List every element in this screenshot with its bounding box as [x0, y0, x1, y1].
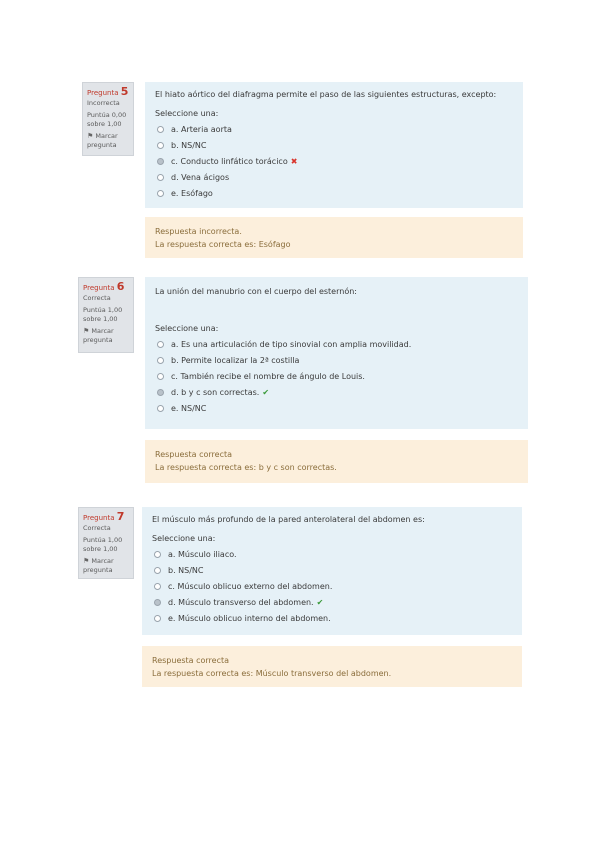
answer-option[interactable]: a. Es una articulación de tipo sinovial con amplia movilidad.	[155, 337, 518, 353]
answer-option[interactable]: e. NS/NC	[155, 401, 518, 417]
radio-button[interactable]	[154, 615, 161, 622]
answer-prompt: Seleccione una:	[155, 109, 219, 118]
radio-button[interactable]	[157, 190, 164, 197]
flag-icon: ⚑	[83, 327, 90, 335]
question-text: El hiato aórtico del diafragma permite el paso de las siguientes estructuras, excepto:	[155, 90, 497, 99]
radio-button[interactable]	[157, 341, 164, 348]
check-icon: ✔	[316, 598, 324, 607]
flag-icon: ⚑	[83, 557, 90, 565]
answer-option[interactable]: b. NS/NC	[155, 138, 513, 154]
question-status: Correcta	[83, 294, 111, 302]
radio-button[interactable]	[154, 583, 161, 590]
question-number: Pregunta 6	[83, 280, 125, 293]
radio-button-selected[interactable]	[157, 389, 164, 396]
question-number: Pregunta 5	[87, 85, 129, 98]
answer-option[interactable]: d. b y c son correctas. ✔	[155, 385, 518, 401]
question-status: Incorrecta	[87, 99, 120, 107]
answer-option[interactable]: e. Músculo oblicuo interno del abdomen.	[152, 611, 512, 627]
answer-option[interactable]: d. Vena ácigos	[155, 170, 513, 186]
radio-button[interactable]	[157, 357, 164, 364]
answer-option[interactable]: a. Arteria aorta	[155, 122, 513, 138]
question-content	[142, 507, 522, 635]
question-text: El músculo más profundo de la pared anterolateral del abdomen es:	[152, 515, 425, 524]
radio-button[interactable]	[154, 551, 161, 558]
question-content	[145, 82, 523, 208]
radio-button[interactable]	[157, 373, 164, 380]
feedback-answer: La respuesta correcta es: Esófago	[155, 240, 291, 249]
question-number: Pregunta 7	[83, 510, 125, 523]
answer-option[interactable]: e. Esófago	[155, 186, 513, 202]
answer-option[interactable]: c. También recibe el nombre de ángulo de Louis.	[155, 369, 518, 385]
flag-question-link[interactable]: ⚑ Marcar pregunta	[83, 557, 114, 574]
radio-button-selected[interactable]	[157, 158, 164, 165]
radio-button[interactable]	[157, 405, 164, 412]
answer-option[interactable]: c. Músculo oblicuo externo del abdomen.	[152, 579, 512, 595]
flag-question-link[interactable]: ⚑ Marcar pregunta	[87, 132, 118, 149]
radio-button[interactable]	[157, 174, 164, 181]
cross-icon: ✖	[290, 157, 298, 166]
check-icon: ✔	[262, 388, 270, 397]
feedback-box	[145, 440, 528, 483]
radio-button[interactable]	[157, 142, 164, 149]
answer-prompt: Seleccione una:	[152, 534, 216, 543]
question-info	[78, 507, 134, 579]
question-info	[82, 82, 134, 156]
feedback-status: Respuesta incorrecta.	[155, 227, 242, 236]
answer-option[interactable]: b. NS/NC	[152, 563, 512, 579]
radio-button[interactable]	[157, 126, 164, 133]
answer-prompt: Seleccione una:	[155, 324, 219, 333]
flag-question-link[interactable]: ⚑ Marcar pregunta	[83, 327, 114, 344]
radio-button[interactable]	[154, 567, 161, 574]
question-mark: Puntúa 1,00 sobre 1,00	[83, 536, 123, 553]
feedback-status: Respuesta correcta	[155, 450, 233, 459]
question-mark: Puntúa 1,00 sobre 1,00	[83, 306, 123, 323]
question-mark: Puntúa 0,00 sobre 1,00	[87, 111, 127, 128]
answer-option[interactable]: b. Permite localizar la 2ª costilla	[155, 353, 518, 369]
flag-icon: ⚑	[87, 132, 94, 140]
question-content	[145, 277, 528, 429]
question-info	[78, 277, 134, 353]
answer-option[interactable]: d. Músculo transverso del abdomen. ✔	[152, 595, 512, 611]
feedback-box	[142, 646, 522, 687]
radio-button-selected[interactable]	[154, 599, 161, 606]
feedback-status: Respuesta correcta	[152, 656, 230, 665]
question-status: Correcta	[83, 524, 111, 532]
question-text: La unión del manubrio con el cuerpo del esternón:	[155, 287, 357, 296]
answer-option[interactable]: c. Conducto linfático torácico ✖	[155, 154, 513, 170]
answer-option[interactable]: a. Músculo iliaco.	[152, 547, 512, 563]
feedback-answer: La respuesta correcta es: Músculo transverso del abdomen.	[152, 669, 392, 678]
feedback-box	[145, 217, 523, 258]
feedback-answer: La respuesta correcta es: b y c son correctas.	[155, 463, 337, 472]
